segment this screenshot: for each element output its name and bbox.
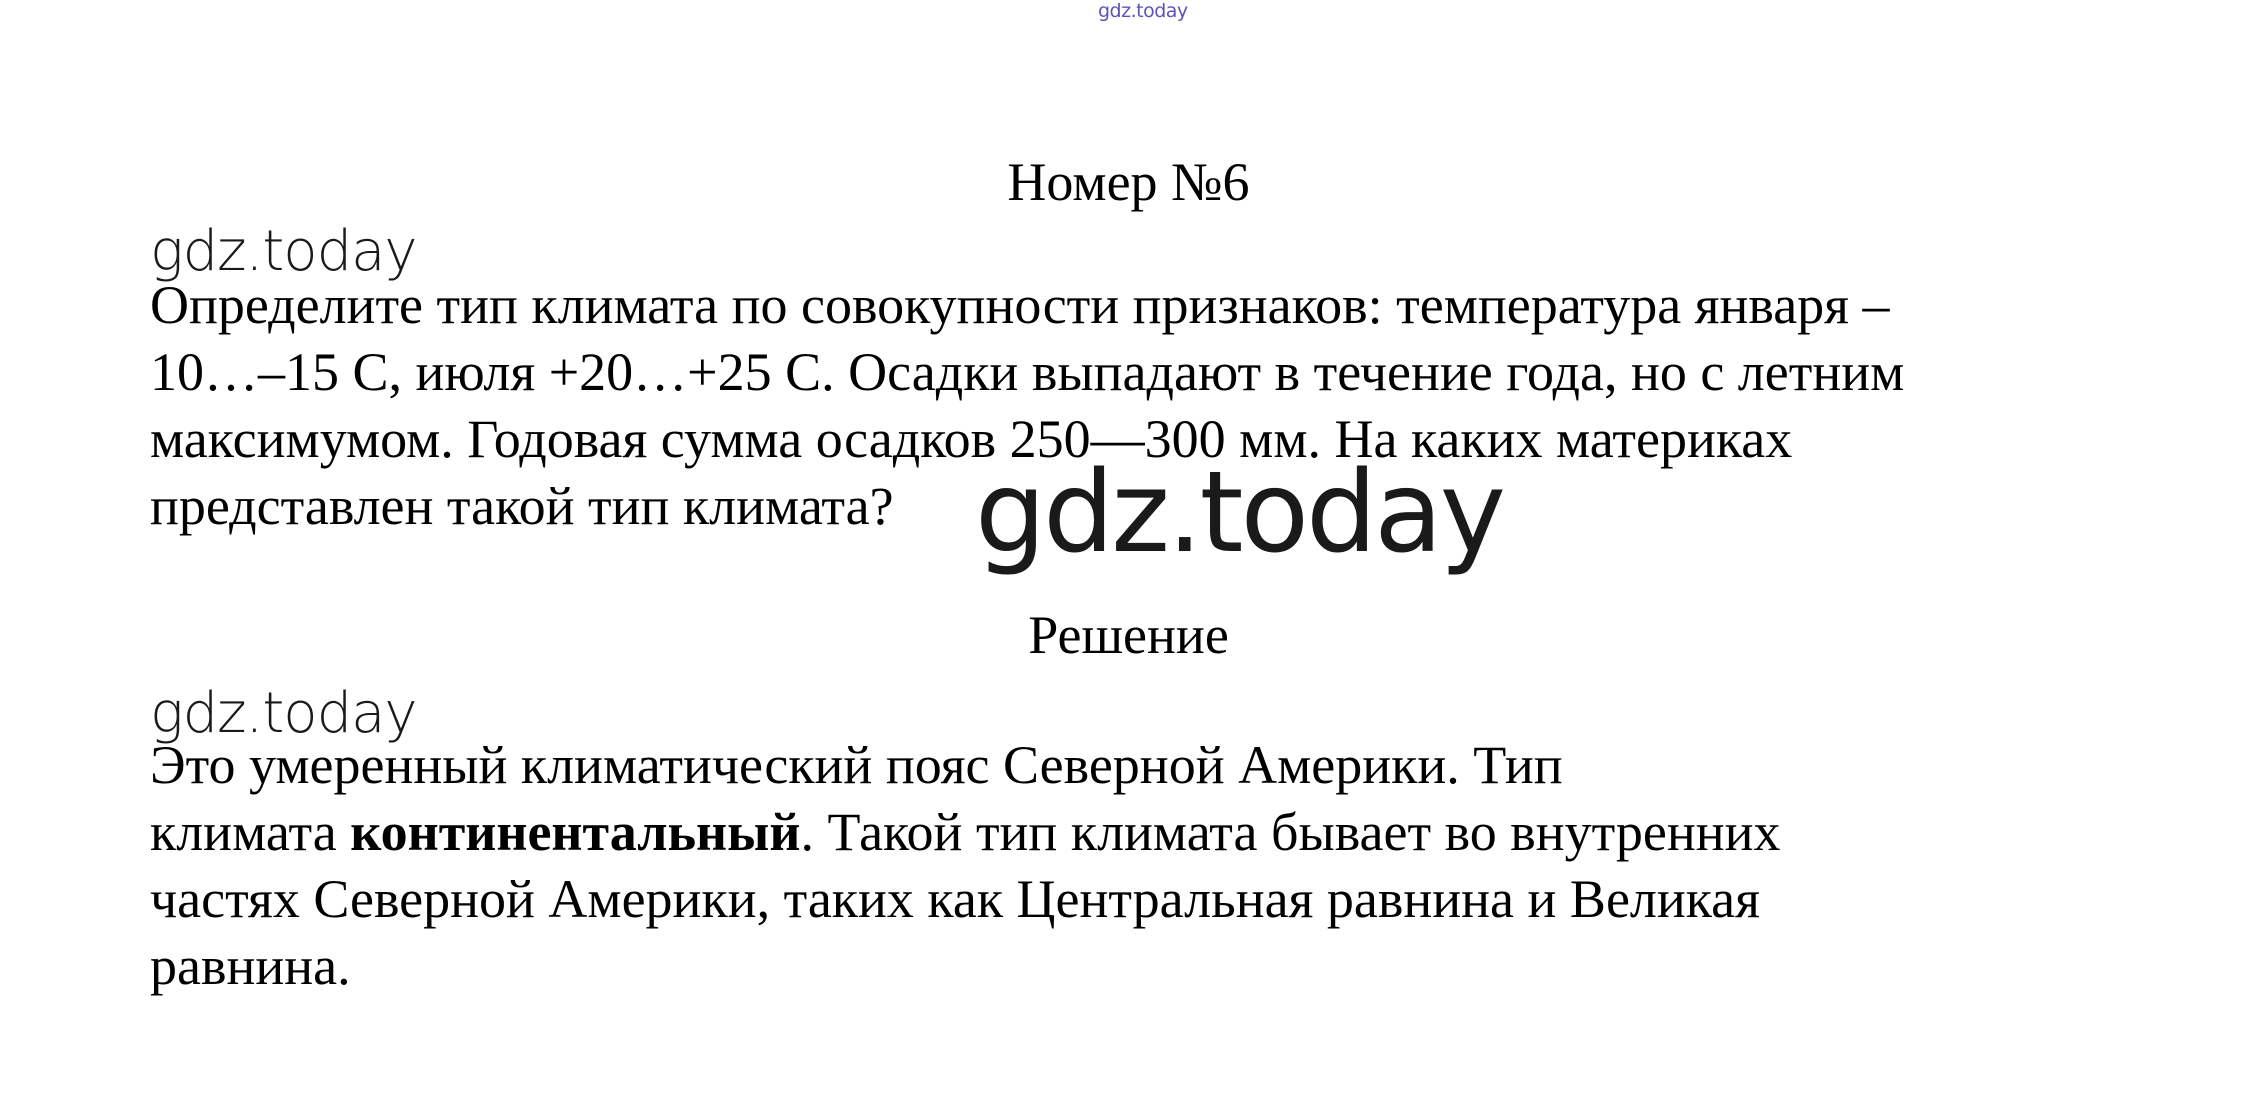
- solution-heading: Решение: [1028, 605, 1229, 665]
- answer-line: равнина.: [150, 936, 351, 996]
- answer-line: частях Северной Америки, таких как Центральная равнина и Великая: [150, 869, 1760, 929]
- question-line: Определите тип климата по совокупности признаков: температура января –: [150, 275, 1890, 335]
- answer-text-segment: климата: [150, 802, 351, 862]
- question-line: 10…–15 C, июля +20…+25 C. Осадки выпадают в течение года, но с летним: [150, 342, 1905, 402]
- question-line: максимумом. Годовая сумма осадков 250—300 мм. На каких материках: [150, 409, 1793, 469]
- watermark-large: gdz.today: [975, 448, 1504, 578]
- answer-text-segment: . Такой тип климата бывает во внутренних: [800, 802, 1781, 862]
- climate-type-bold: континентальный: [350, 802, 801, 862]
- watermark-top: gdz.today: [1098, 0, 1188, 22]
- page-title: Номер №6: [1007, 152, 1250, 212]
- watermark-question: gdz.today: [150, 219, 417, 284]
- answer-line: [150, 799, 2150, 866]
- answer-text: [150, 732, 2150, 1000]
- watermark-answer: gdz.today: [150, 681, 417, 746]
- answer-line: Это умеренный климатический пояс Северной Америки. Тип: [150, 735, 1563, 795]
- question-line: представлен такой тип климата?: [150, 476, 894, 536]
